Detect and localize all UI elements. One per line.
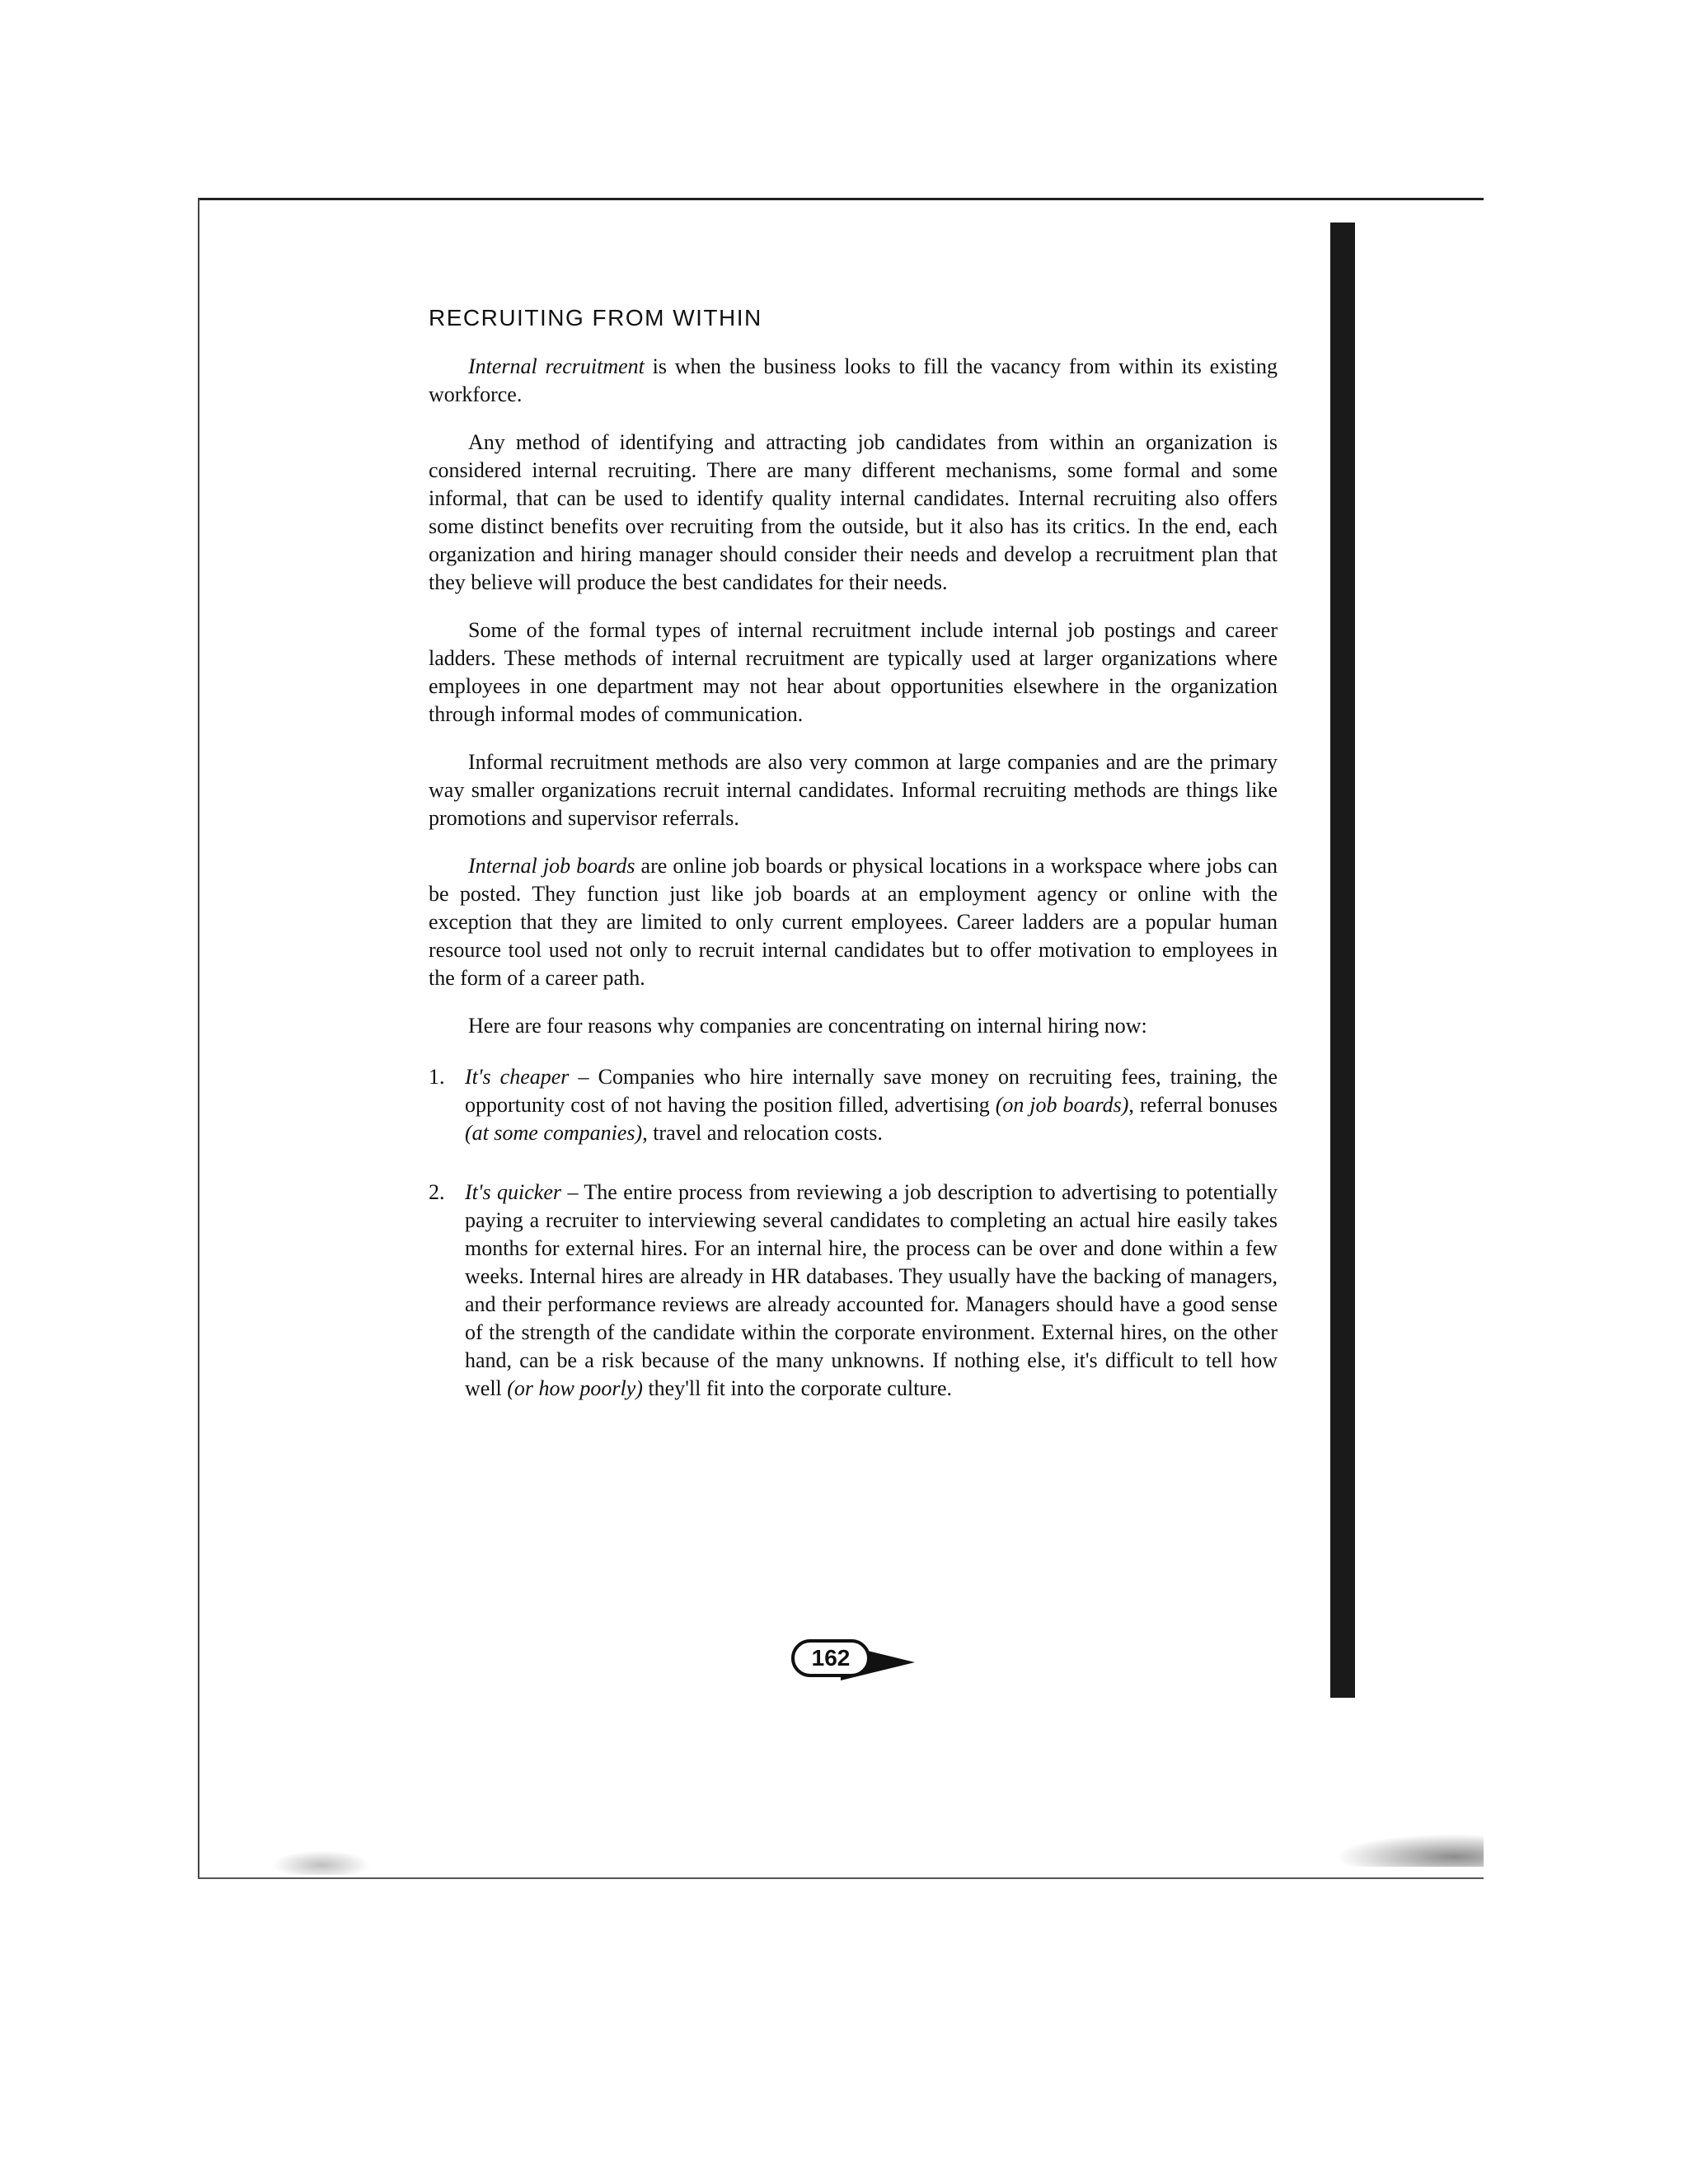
page-frame-top-rule: [198, 198, 1484, 200]
reason-text: – The entire process from reviewing a job description to advertising to potentially paying a recruiter to interviewing several candidates to completing an actual hire easily takes months for external hires. For an internal hire, the process can be over and done within a few weeks. Internal hires are already in HR databases. They usually have the backing of managers, and their performance reviews are already accounted for. Managers should have a good sense of the strength of the candidate within the corporate environment. External hires, on the other hand, can be a risk because of the many unknowns. If nothing else, it's difficult to tell how well: [465, 1180, 1278, 1400]
reasons-list: [429, 1063, 1278, 1403]
term-italic: Internal recruitment: [468, 354, 645, 378]
paragraph-formal-types: [429, 616, 1278, 729]
reason-cheaper: [429, 1063, 1278, 1147]
paragraph-informal-methods: [429, 748, 1278, 832]
paragraph-reasons-intro: [429, 1012, 1278, 1040]
reason-aside: (at some companies): [465, 1121, 643, 1145]
page-footer: [791, 1636, 915, 1682]
reason-text: , referral bonuses: [1128, 1093, 1278, 1117]
paragraph-text: are online job boards or physical locations in a workspace where jobs can be posted. They function just like job boards at an employment agency or online with the exception that they are limited to only current employees. Career ladders are a popular human resource tool used not only to recruit internal candidates but to offer motivation to employees in the form of a career path.: [429, 854, 1278, 990]
paragraph-text: is when the business looks to fill the vacancy from within its existing workforce.: [429, 354, 1278, 406]
page-content: [429, 305, 1278, 1434]
list-number: 1.: [429, 1065, 445, 1089]
paragraph-text: Here are four reasons why companies are concentrating on internal hiring now:: [468, 1014, 1147, 1038]
page-number: 162: [791, 1639, 870, 1677]
page-frame-left-rule: [198, 198, 199, 1879]
reason-title: It's cheaper: [465, 1065, 570, 1089]
reason-quicker: [429, 1179, 1278, 1403]
paragraph-text: Some of the formal types of internal recruitment include internal job postings and career ladders. These methods of internal recruitment are typically used at larger organizations where employees in one department may not hear about opportunities elsewhere in the organization through informal modes of communication.: [429, 618, 1278, 726]
paragraph-methods: [429, 429, 1278, 597]
page-frame-bottom-rule: [198, 1877, 1484, 1879]
binding-edge-bar: [1330, 223, 1355, 1698]
reason-text: – Companies who hire internally save money on recruiting fees, training, the opportunity cost of not having the position filled, advertising: [465, 1065, 1278, 1117]
paragraph-text: Informal recruitment methods are also very common at large companies and are the primary way smaller organizations recruit internal candidates. Informal recruiting methods are things like promotions and supervisor referrals.: [429, 750, 1278, 830]
reason-aside: (on job boards): [995, 1093, 1129, 1117]
section-heading: RECRUITING FROM WITHIN: [429, 305, 762, 330]
list-number: 2.: [429, 1180, 445, 1204]
scan-smudge: [1335, 1834, 1484, 1867]
scan-smudge: [272, 1850, 371, 1875]
reason-text: they'll fit into the corporate culture.: [642, 1376, 952, 1400]
reason-text: , travel and relocation costs.: [642, 1121, 883, 1145]
paragraph-text: Any method of identifying and attracting job candidates from within an organization is considered internal recruiting. There are many different mechanisms, some formal and some informal, that can be used to identify quality internal candidates. Internal recruiting also offers some distinct benefits over recruiting from the outside, but it also has its critics. In the end, each organization and hiring manager should consider their needs and develop a recruitment plan that they believe will produce the best candidates for their needs.: [429, 430, 1278, 594]
paragraph-internal-recruitment: [429, 353, 1278, 409]
reason-aside: (or how poorly): [507, 1376, 643, 1400]
paragraph-job-boards: [429, 852, 1278, 992]
reason-title: It's quicker: [465, 1180, 561, 1204]
term-italic: Internal job boards: [468, 854, 635, 878]
